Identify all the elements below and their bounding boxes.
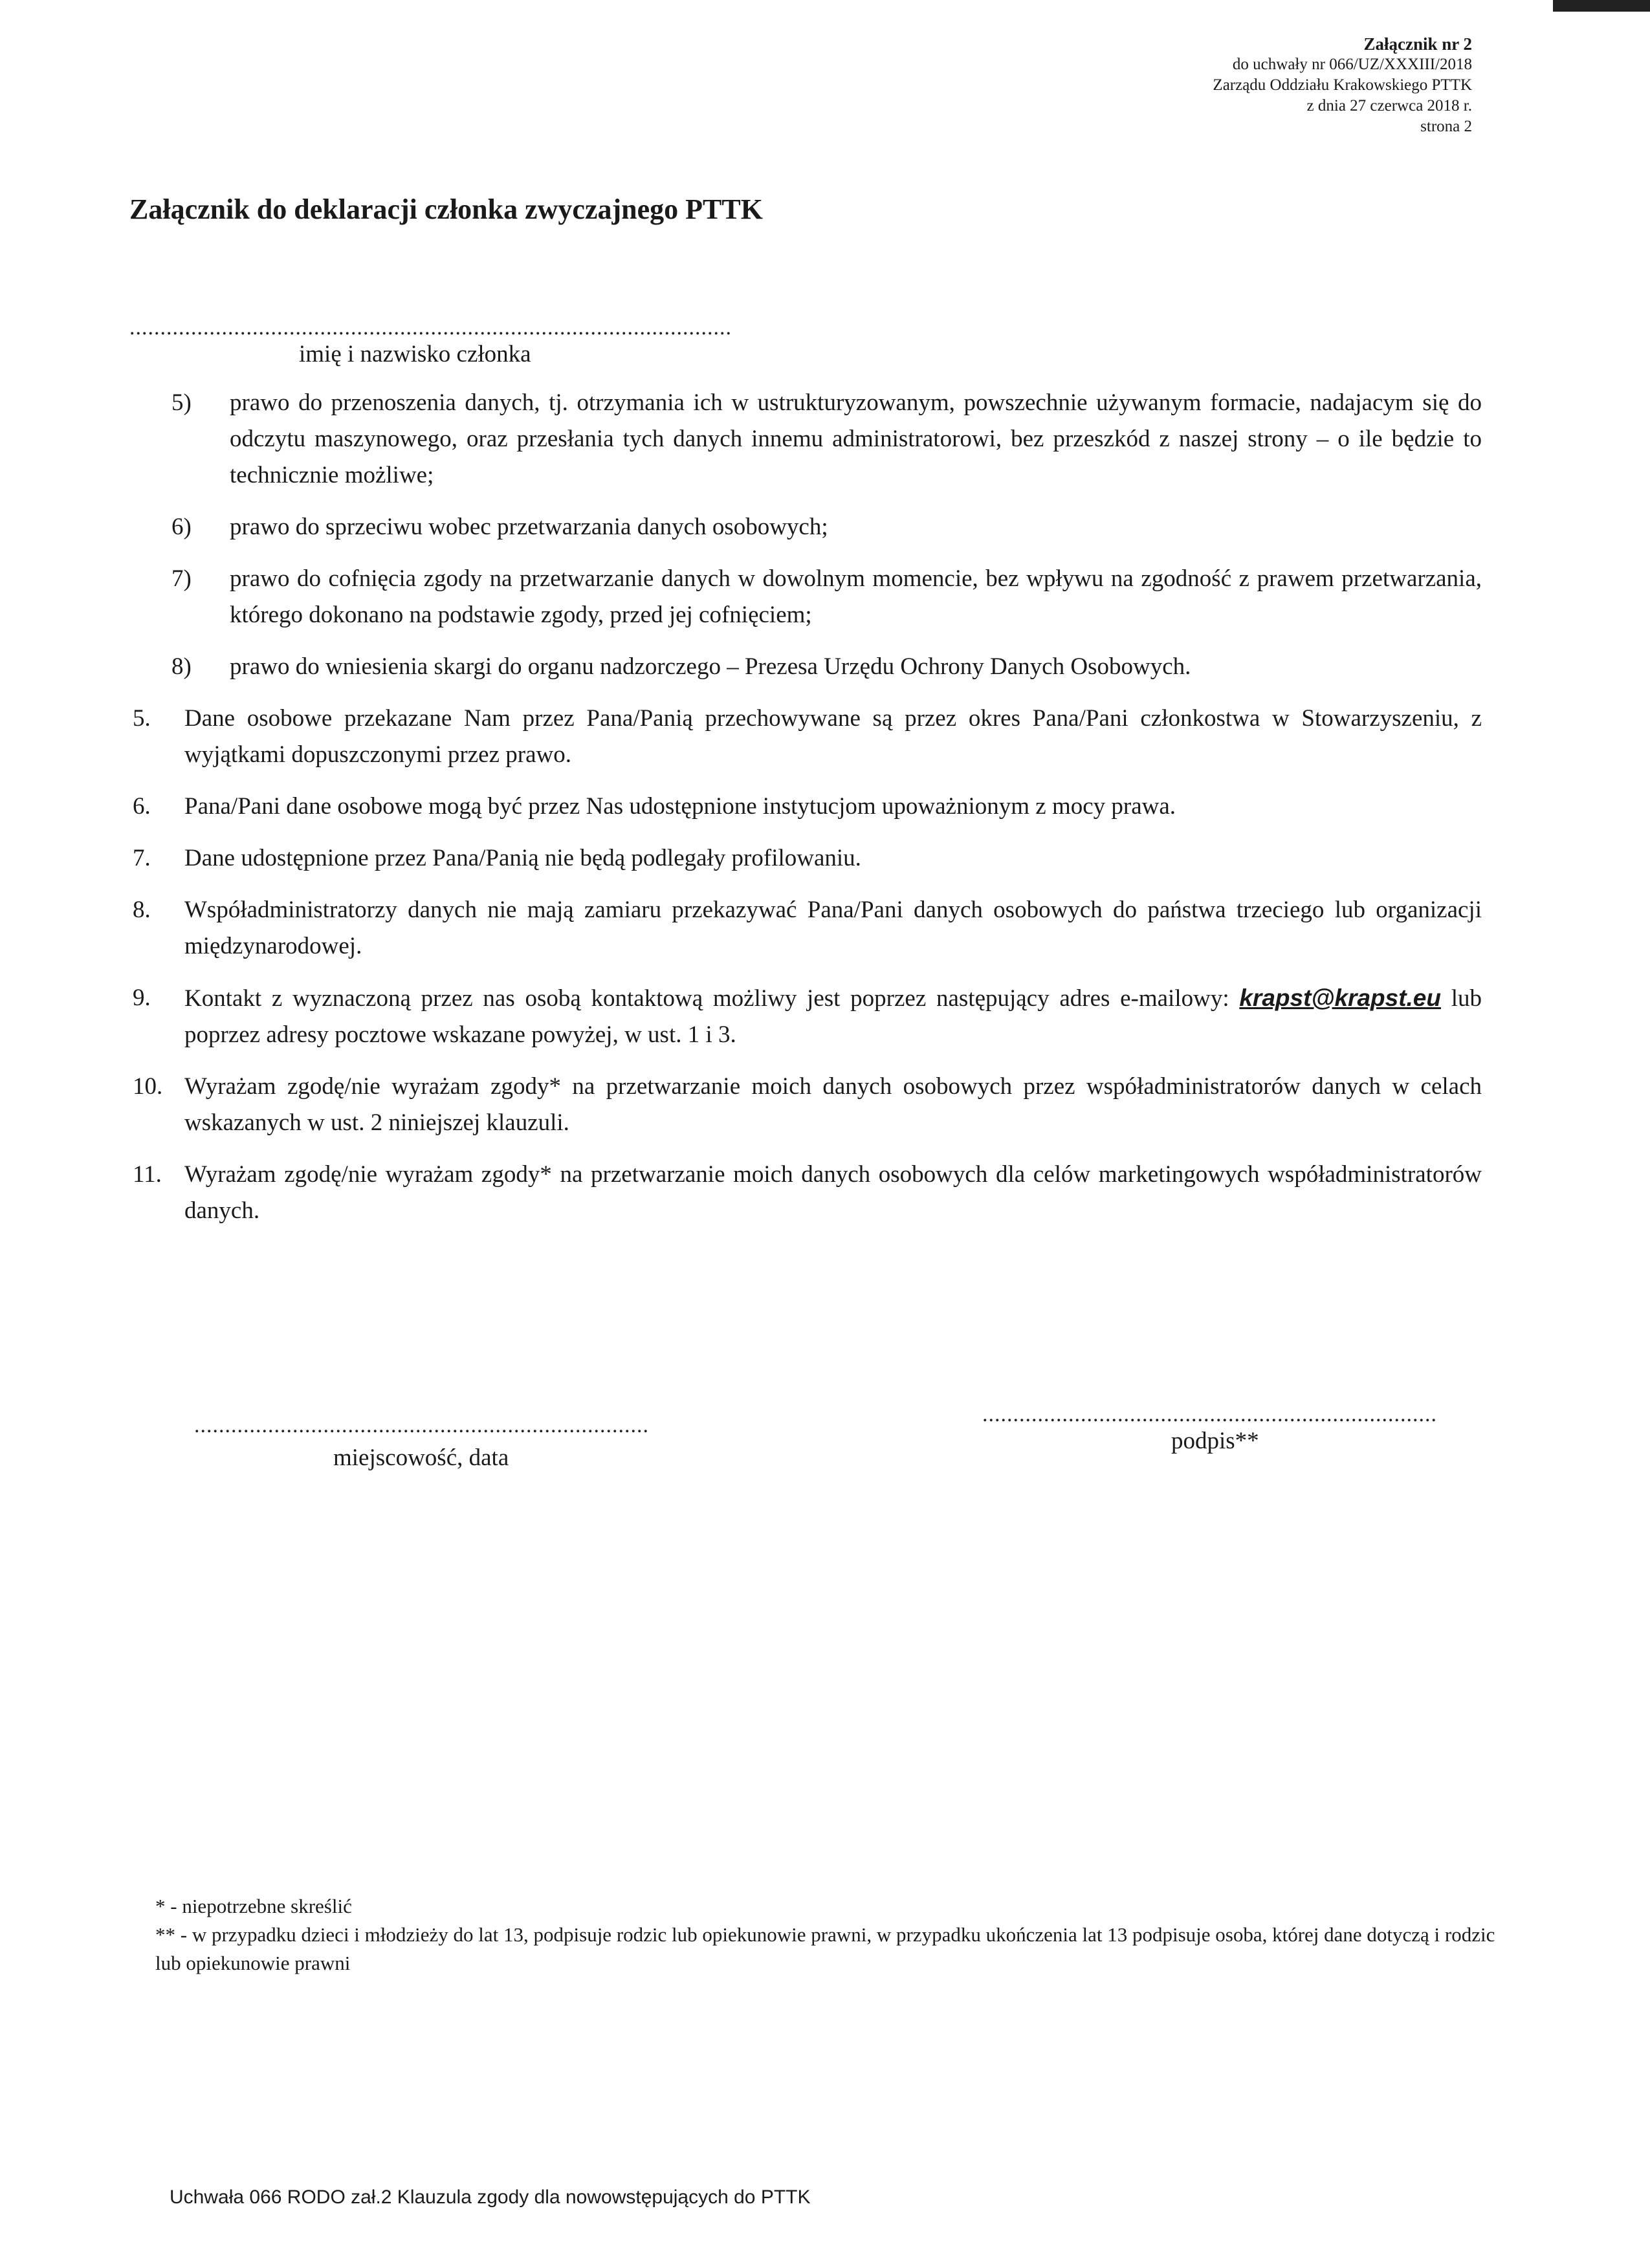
- consent-item-10[interactable]: 10. Wyrażam zgodę/nie wyrażam zgody* na przetwarzanie moich danych osobowych przez współadministratorów danych w celach wskazanych w ust. 2 niniejszej klauzuli.: [133, 1073, 1482, 1136]
- place-date-label: miejscowość, data: [333, 1445, 509, 1471]
- item-5: 5. Dane osobowe przekazane Nam przez Pana/Panią przechowywane są przez okres Pana/Pani członkostwa w Stowarzyszeniu, z wyjątkami dopuszczonymi przez prawo.: [133, 705, 1482, 768]
- item-6: 6. Pana/Pani dane osobowe mogą być przez Nas udostępnione instytucjom upoważnionym z mocy prawa.: [133, 793, 1176, 820]
- sub-item-8: 8) prawo do wniesienia skargi do organu nadzorczego – Prezesa Urzędu Ochrony Danych Osobowych.: [171, 653, 1191, 680]
- document-title: Załącznik do deklaracji członka zwyczajnego PTTK: [129, 193, 763, 225]
- footnote-single-asterisk: * - niepotrzebne skreślić: [155, 1895, 352, 1917]
- item-7: 7. Dane udostępnione przez Pana/Panią nie będą podlegały profilowaniu.: [133, 845, 861, 871]
- page-number: strona 2: [1420, 118, 1472, 135]
- resolution-date: z dnia 27 czerwca 2018 r.: [1306, 97, 1472, 114]
- footnote-double-asterisk: ** - w przypadku dzieci i młodzieży do lat 13, podpisuje rodzic lub opiekunowie prawni, w przypadku ukończenia lat 13 podpisuje osoba, której dane dotyczą i rodzic lub opiekunowie prawni: [155, 1923, 1495, 1974]
- signature-label: podpis**: [1171, 1428, 1259, 1454]
- consent-item-11[interactable]: 11. Wyrażam zgodę/nie wyrażam zgody* na przetwarzanie moich danych osobowych dla celów marketingowych współadministratorów danych.: [133, 1161, 1482, 1224]
- attachment-header: [1213, 34, 1472, 137]
- scan-edge-mark: [1553, 0, 1650, 12]
- sub-item-6: 6) prawo do sprzeciwu wobec przetwarzania danych osobowych;: [171, 514, 828, 540]
- member-name-label: imię i nazwisko członka: [299, 341, 531, 367]
- contact-email-link[interactable]: krapst@krapst.eu: [1239, 985, 1441, 1011]
- member-name-line[interactable]: ..................................................................................................: [129, 316, 732, 340]
- attachment-number: Załącznik nr 2: [1363, 34, 1472, 54]
- clause-list: [120, 385, 1482, 1245]
- signature-line[interactable]: ..........................................................................: [982, 1402, 1437, 1426]
- page-footer: Uchwała 066 RODO zał.2 Klauzula zgody dla nowowstępujących do PTTK: [170, 2186, 811, 2208]
- sub-item-7: 7) prawo do cofnięcia zgody na przetwarzanie danych w dowolnym momencie, bez wpływu na zgodność z prawem przetwarzania, którego dokonano na podstawie zgody, przed jej cofnięciem;: [171, 565, 1482, 628]
- item-9-contact: 9. Kontakt z wyznaczoną przez nas osobą kontaktową możliwy jest poprzez następujący adres e-mailowy: krapst@krapst.eu lub poprzez adresy pocztowe wskazane powyżej, w ust. 1 i 3.: [133, 985, 1482, 1048]
- footnotes: [155, 1892, 1498, 1978]
- resolution-number: do uchwały nr 066/UZ/XXXIII/2018: [1232, 56, 1472, 73]
- item-8: 8. Współadministratorzy danych nie mają zamiaru przekazywać Pana/Pani danych osobowych do państwa trzeciego lub organizacji międzynarodowej.: [133, 897, 1482, 959]
- place-date-line[interactable]: ..........................................................................: [194, 1413, 649, 1437]
- sub-item-5: 5) prawo do przenoszenia danych, tj. otrzymania ich w ustrukturyzowanym, powszechnie używanym formacie, nadajacym się do odczytu maszynowego, oraz przesłania tych danych innemu administratorowi, bez przeszkód z naszej strony – o ile będzie to technicznie możliwe;: [171, 389, 1482, 488]
- board-name: Zarządu Oddziału Krakowskiego PTTK: [1213, 76, 1472, 94]
